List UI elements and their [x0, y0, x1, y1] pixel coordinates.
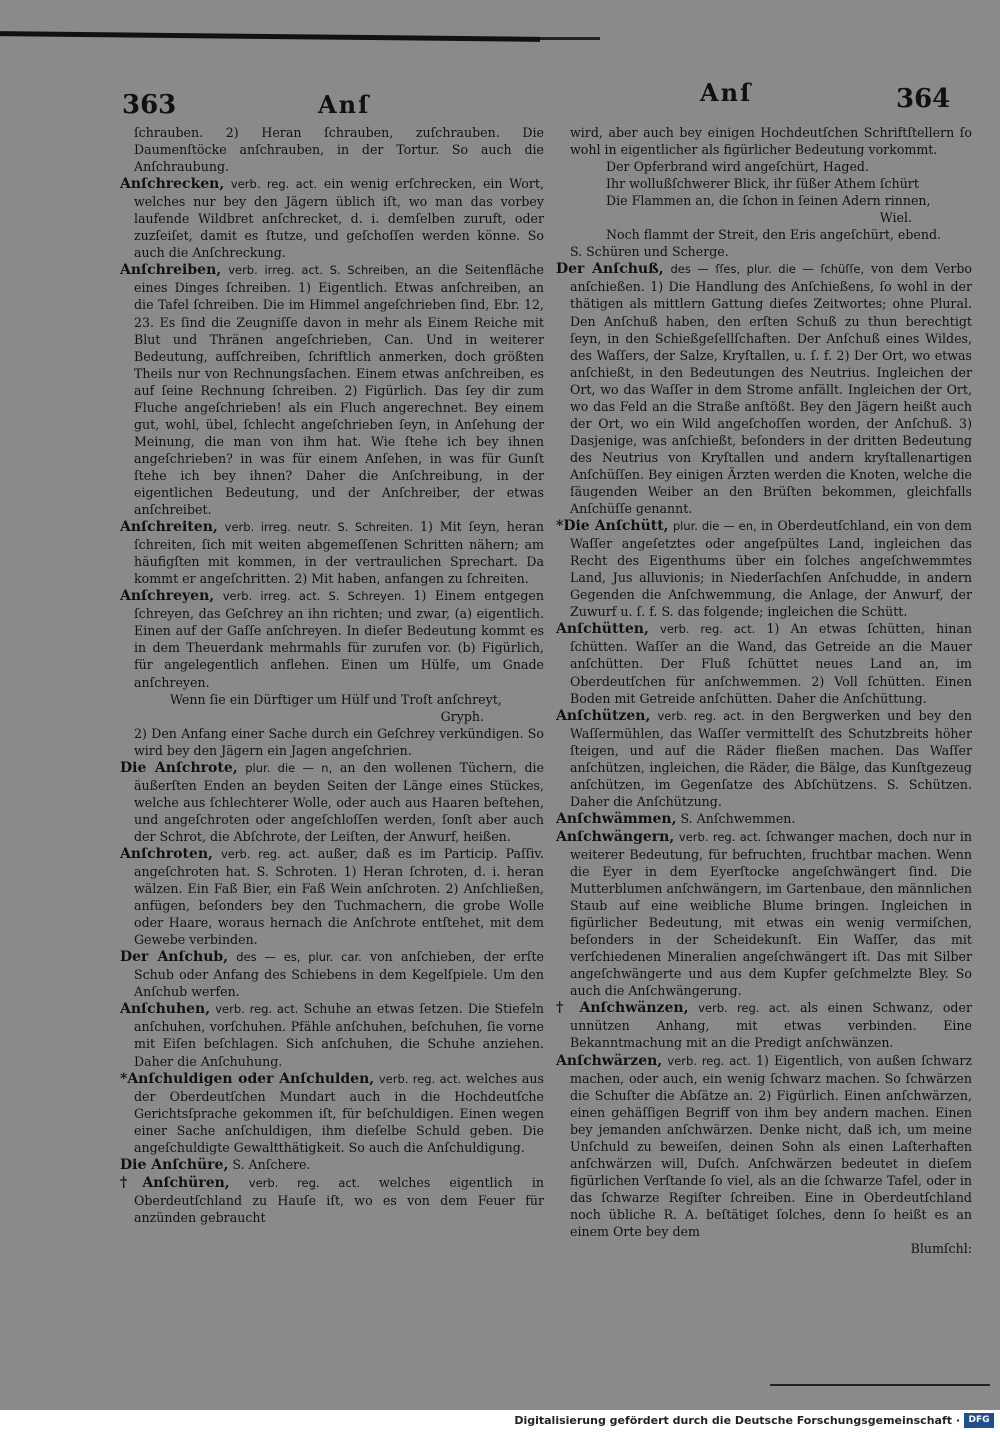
dictionary-entry	[556, 260, 972, 517]
grammar-label: plur. die — en,	[672, 519, 757, 534]
headword: Anſchreyen,	[120, 588, 215, 605]
top-rule-right	[540, 37, 600, 40]
footer-credit: Digitalisierung gefördert durch die Deutsche Forschungsgemeinschaft ·	[514, 1414, 960, 1427]
headword: Anſchuhen,	[120, 1001, 211, 1018]
headword: Anſchrecken,	[120, 176, 225, 193]
dictionary-entry	[120, 759, 544, 845]
entry-text: von dem Verbo anſchießen. 1) Die Handlung des Anſchießens, ſo wohl in der thätigen als mittlern Gattung dieſes Zeitwortes; ohne Plural. Den Anſchuß haben, den erſten Schuß zu thun berechtigt ſeyn, in den Schießgeſellſchaften. Der Anſchuß eines Wildes, des Waſſers, der Salze, Kryſtallen, u. ſ. f. 2) Der Ort, wo etwas anſchießt, in den Bedeutungen des Neutrius. Ingleichen der Ort, wo das Waſſer in dem Strome anfällt. Ingleichen der Ort, wo das Feld an die Straße anſtößt. Bey den Jägern heißt auch der Ort, wo ein Wild angeſchoſſen worden, der Anſchuß. 3) Dasjenige, was anſchießt, beſonders in der dritten Bedeutung des Neutrius von Kryſtallen und andern kryſtallenartigen Anſchüſſen. Bey einigen Ärzten werden die Knoten, welche die ſäugenden Weiber an den Brüſten bekommen, gleichfalls Anſchüſſe genannt.	[570, 261, 973, 517]
footer-bar	[0, 1410, 1000, 1432]
entry-text: Schuhe an etwas ſetzen. Die Stiefeln anſchuhen, vorſchuhen. Pfähle anſchuhen, beſchuhen, ſie vorne mit Eiſen beſchlagen. Sich anſchuhen, die Schuhe anziehen. Daher die Anſchuhung.	[134, 1001, 544, 1069]
dictionary-entry	[120, 587, 544, 690]
headword: † Anſchwänzen,	[556, 1000, 689, 1017]
dictionary-entry	[120, 725, 544, 759]
left-column	[120, 124, 544, 1226]
dictionary-entry	[556, 1052, 972, 1241]
grammar-label: verb. reg. act.	[678, 829, 762, 844]
headword: Anſchwängern,	[556, 828, 675, 845]
bottom-rule	[770, 1384, 990, 1386]
dictionary-entry	[120, 261, 544, 518]
dictionary-entry	[556, 158, 972, 175]
headword: Anſchützen,	[556, 707, 651, 724]
grammar-label: verb. reg. act.	[657, 708, 745, 723]
headword: *Anſchuldigen oder Anſchulden,	[120, 1070, 375, 1087]
entry-text: S. Anſchwemmen.	[680, 810, 796, 826]
grammar-label: verb. irreg. neutr. S. Schreiten.	[224, 520, 414, 535]
entry-text: welches eigentlich in Oberdeutſchland zu Hauſe iſt, wo es von dem Feuer für anzünden gebraucht	[134, 1174, 544, 1225]
right-running-head: Anſ	[700, 78, 753, 107]
dictionary-entry	[120, 1070, 544, 1156]
grammar-label: verb. irreg. act. S. Schreyen.	[222, 589, 405, 604]
grammar-label: verb. reg. act.	[230, 177, 318, 192]
dictionary-entry	[120, 845, 544, 948]
entry-text: als einen Schwanz, oder unnützen Anhang, mit etwas verbinden. Eine Bekanntmachung mit an die Predigt anſchwänzen.	[570, 1000, 972, 1051]
dictionary-entry	[556, 707, 972, 810]
dictionary-entry	[556, 124, 972, 158]
dictionary-entry	[120, 691, 544, 725]
dictionary-entry	[556, 810, 972, 828]
grammar-label: verb. irreg. act. S. Schreiben,	[228, 263, 409, 278]
grammar-label: verb. reg. act.	[378, 1071, 462, 1086]
headword: Der Anſchub,	[120, 949, 229, 966]
entry-text: ein wenig erſchrecken, ein Wort, welches nur bey den Jägern üblich iſt, wo man das vorbey laufende Wildbret anſchrecket, d. i. demſelben zuruft, oder zuzſeiſet, damit es ſtutze, und geſchoſſen werden könne. So auch die Anſchreckung.	[134, 176, 544, 261]
entry-text: ſchrauben. 2) Heran ſchrauben, zuſchrauben. Die Daumenſtöcke anſchrauben, in der Tortur. So auch die Anſchraubung.	[134, 125, 544, 175]
headword: Die Anſchrote,	[120, 759, 238, 776]
dictionary-entry	[556, 1240, 972, 1257]
left-running-head: Anſ	[318, 90, 371, 119]
verse-line: Ihr wollußſchwerer Blick, ihr ſüßer Athem ſchürt	[606, 176, 919, 192]
headword: Anſchreiben,	[120, 262, 222, 279]
grammar-label: verb. reg. act.	[220, 846, 310, 861]
dictionary-entry	[120, 1174, 544, 1226]
headword: Anſchütten,	[556, 621, 649, 638]
entry-text: 1) An etwas ſchütten, hinan ſchütten. Waſſer an die Wand, das Getreide an die Mauer anſchütten. Der Fluß ſchüttet neues Land an, im Oberdeutſchen für anſchwemmen. 2) Voll ſchütten. Einen Boden mit Getreide anſchütten. Daher die Anſchüttung.	[570, 621, 972, 706]
dictionary-entry	[556, 999, 972, 1051]
dictionary-entry	[556, 192, 972, 226]
entry-text: wird, aber auch bey einigen Hochdeutſchen Schriftſtellern ſo wohl in eigentlicher als figürlicher Bedeutung vorkommt.	[570, 125, 972, 158]
dfg-logo: DFG	[964, 1413, 994, 1428]
top-rule	[0, 31, 540, 42]
entry-text: welches aus der Oberdeutſchen Mundart auch in die Hochdeutſche Gerichtsſprache gekommen iſt, für beſchuldigen. Einen wegen einer Sache anſchuldigen, ihm dieſelbe Schuld geben. Die angeſchuldigte Gewaltthätigkeit. So auch die Anſchuldigung.	[134, 1070, 544, 1155]
headword: *Die Anſchütt,	[556, 518, 669, 535]
dictionary-entry	[556, 226, 972, 243]
grammar-label: verb. reg. act.	[667, 1053, 751, 1068]
grammar-label: plur. die — n,	[245, 760, 333, 775]
headword: Anſchroten,	[120, 845, 213, 862]
entry-text: Blumſchl:	[910, 1241, 972, 1257]
verse-line: Wenn ſie ein Dürftiger um Hülf und Troſt anſchreyt,	[170, 691, 502, 707]
right-page-number: 364	[896, 84, 951, 114]
verse-line: Der Opferbrand wird angeſchürt, Haged.	[606, 159, 869, 175]
dictionary-entry	[556, 517, 972, 620]
right-column	[556, 124, 972, 1257]
dictionary-entry	[556, 828, 972, 999]
headword: Der Anſchuß,	[556, 261, 664, 278]
verse-line: Die Flammen an, die ſchon in ſeinen Adern rinnen,	[606, 193, 931, 209]
entry-text: 2) Den Anfang einer Sache durch ein Geſchrey verkündigen. So wird bey den Jägern ein Jagen angeſchrien.	[134, 725, 544, 758]
dictionary-entry	[556, 175, 972, 192]
verse-source: Wiel.	[879, 210, 912, 226]
verse-source: Gryph.	[440, 708, 484, 724]
grammar-label: verb. reg. act.	[698, 1001, 791, 1016]
entry-text: S. Anſchere.	[232, 1156, 311, 1172]
entry-text: S. Schüren und Scherge.	[570, 244, 729, 260]
headword: †Anſchüren,	[120, 1174, 230, 1191]
entry-text: ſchwanger machen, doch nur in weiterer Bedeutung, für befruchten, fruchtbar machen. Wenn die Eyer in dem Eyerſtocke angeſchwängert ſind. Die Mutterblumen anſchwängern, im Gartenbaue, den männlichen Staub auf eine weibliche Blume bringen. Ingleichen in figürlicher Bedeutung, mit etwas ein wenig vermiſchen, beſonders in der Scheidekunſt. Ein Waſſer, das mit verſchiedenen Mineralien angeſchwängert iſt. Das mit Silber angeſchwängerte und aus dem Kupfer geſchmelzte Bley. So auch die Anſchwängerung.	[570, 828, 972, 999]
dictionary-entry	[120, 175, 544, 261]
dictionary-entry	[120, 124, 544, 175]
headword: Anſchwärzen,	[556, 1052, 663, 1069]
grammar-label: des — ſſes, plur. die — ſchüſſe,	[670, 262, 865, 277]
dictionary-entry	[120, 1000, 544, 1069]
entry-text: von anſchieben, der erſte Schub oder Anfang des Schiebens in dem Kegelſpiele. Um den Anſchub werfen.	[134, 949, 544, 1000]
headword: Anſchwämmen,	[556, 810, 677, 827]
dictionary-entry	[120, 948, 544, 1000]
entry-text: 1) Eigentlich, von außen ſchwarz machen, oder auch, ein wenig ſchwarz machen. So ſchwärzen die Schuſter die Abſätze an. 2) Figürlich. Einen anſchwärzen, einen gehäſſigen Begriff von ihm bey andern machen. Einen bey jemanden anſchwärzen. Denke nicht, daß ich, um meine Unſchuld zu beweiſen, deinen Sohn als einen Laſterhaften anſchwärzen will, Duſch. Anſchwärzen bedeutet in dieſem figürlichen Verſtande ſo viel, als an die ſchwarze Tafel, oder in das ſchwarze Regiſter ſchreiben. Eine in Oberdeutſchland noch übliche R. A. beſtätiget ſolches, denn ſo heißt es an einem Orte bey dem	[570, 1052, 972, 1239]
entry-text: an den wollenen Tüchern, die äußerſten Enden an beyden Seiten der Länge eines Stückes, welche aus ſchlechterer Wolle, oder auch aus Haaren beſtehen, und angeſchroten oder angeſchloſſen werden, ſonſt aber auch der Schrot, die Abſchrote, der Leiſten, der Anwurf, heißen.	[134, 759, 545, 844]
grammar-label: des — es, plur. car.	[236, 950, 362, 965]
headword: Die Anſchüre,	[120, 1156, 229, 1173]
entry-text: 1) Einem entgegen ſchreyen, das Geſchrey an ihn richten; und zwar, (a) eigentlich. Einen auf der Gaſſe anſchreyen. In dieſer Bedeutung kommt es in dem Theuerdank mehrmahls für zurufen vor. (b) Figürlich, für angelegentlich anflehen. Einen um Hülfe, um Gnade anſchreyen.	[134, 588, 544, 690]
entry-text: 1) Mit ſeyn, heran ſchreiten, ſich mit weiten abgemeſſenen Schritten nähern; am häufigſten mit kommen, in der vertraulichen Sprechart. Da kommt er angeſchritten. 2) Mit haben, anfangen zu ſchreiten.	[134, 519, 544, 587]
grammar-label: verb. reg. act.	[660, 622, 756, 637]
entry-text: an die Seitenfläche eines Dinges ſchreiben. 1) Eigentlich. Etwas anſchreiben, an die Tafel ſchreiben. Die im Himmel angeſchrieben ſind, Ebr. 12, 23. Es ſind die Zeugniſſe davon in mehr als Einem Reiche mit Blut und Thränen angeſchrieben, Can. Und in weiterer Bedeutung, aufſchreiben, ſchriftlich anmerken, doch größten Theils nur von Rechnungsſachen. Einem etwas anſchreiben, es auf ſeine Rechnung ſchreiben. 2) Figürlich. Das ſey dir zum Fluche angeſchrieben! als ein Fluch angerechnet. Bey einem gut, wohl, übel, ſchlecht angeſchrieben ſeyn, in Anſehung der Meinung, die man von ihm hat. Wie ſtehe ich bey ihnen angeſchrieben? in was für einem Anſehen, in was für Gunſt ſtehe ich bey ihnen? Daher die Anſchreibung, in der eigentlichen Bedeutung, und der Anſchreiber, der etwas anſchreibet.	[134, 262, 544, 518]
headword: Anſchreiten,	[120, 519, 218, 536]
dictionary-entry	[556, 243, 972, 260]
grammar-label: verb. reg. act.	[248, 1175, 360, 1190]
left-page-number: 363	[122, 90, 177, 120]
grammar-label: verb. reg. act.	[215, 1002, 299, 1017]
dictionary-entry	[120, 518, 544, 587]
entry-text: in Oberdeutſchland, ein von dem Waſſer angeſetztes oder angeſpültes Land, ingleichen das Recht des Eigenthums über ein ſolches angeſchwemmtes Land, Jus alluvionis; in Niederſachſen Anſchudde, in andern Gegenden die Anſchwemmung, die Anlage, der Anwurf, der Zuwurf u. ſ. f. S. das folgende; ingleichen die Schütt.	[570, 518, 972, 620]
dictionary-entry	[556, 620, 972, 706]
verse-line: Noch flammt der Streit, den Eris angeſchürt, ebend.	[606, 227, 942, 243]
entry-text: in den Bergwerken und bey den Waſſermühlen, das Waſſer vermittelſt des Schutzbreits höher ſteigen, und auf die Räder fließen machen. Das Waſſer anſchützen, ingleichen, die Räder, die Bälge, das Kunſtgezeug anſchützen, im Gegenſatze des Abſchützens. S. Schützen. Daher die Anſchützung.	[570, 707, 972, 809]
dictionary-entry	[120, 1156, 544, 1174]
entry-text: außer, daß es im Particip. Paſſiv. angeſchroten hat. S. Schroten. 1) Heran ſchroten, d. i. heran wälzen. Ein Faß Bier, ein Faß Wein anſchroten. 2) Anſchließen, anfügen, beſonders bey den Tuchmachern, die grobe Wolle oder Haare, woraus hernach die Anſchrote entſtehet, mit dem Gewebe verbinden.	[134, 845, 544, 948]
